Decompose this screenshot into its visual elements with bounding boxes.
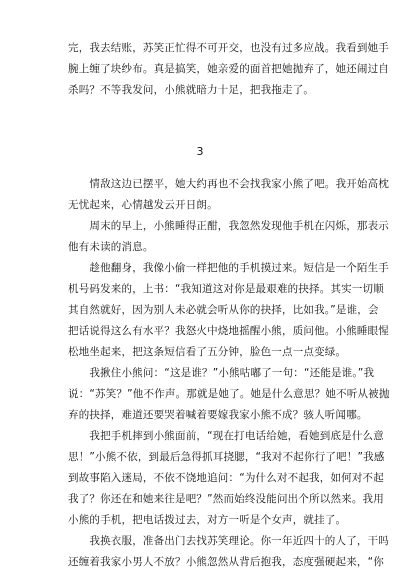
text-line: 他有未读的消息。 (68, 241, 154, 253)
text-line: 小熊的手机，把电话拨过去，对方一听是个女声，就挂了。 (68, 514, 347, 526)
chapter-body (68, 174, 390, 573)
text-line: 弃的抉择，难道还要哭着喊着要嫁我家小熊不成？骇人听闻哪。 (68, 409, 368, 421)
text-line: 还缠着我家小男人不放？小熊忽然从背后抱我，态度强硬起来，“你 (68, 556, 384, 568)
text-line: 我了？你还在和她来往是吧？”然而始终没能问出个所以然来。我用 (68, 493, 384, 505)
text-line: 到故事陷入迷局，不依不饶地追问：“为什么对不起我，如何对不起 (68, 472, 384, 484)
top-paragraph (68, 38, 389, 101)
text-line: 思！”小熊不依，到最后急得抓耳挠腮，“我对不起你行了吧！”我感 (68, 451, 385, 463)
text-line: 无忧起来，心情越发云开日朗。 (68, 199, 218, 211)
text-line: 我把手机摔到小熊面前，“现在打电话给她，看她到底是什么意 (68, 430, 384, 442)
text-line: 说：“苏笑？”他不作声。那就是她了。她是什么意思？她不听从被抛 (68, 388, 390, 400)
text-line: 把话说得这么有水平？我怒火中烧地摇醒小熊，质问他。小熊睡眼惺 (68, 325, 389, 337)
text-line: 腕上缠了块纱布。真是搞笑，她亲爱的面首把她抛弃了，她还闹过自 (68, 63, 389, 75)
text-line: 我揪住小熊问：“这是谁？”小熊咕嘟了一句：“还能是谁。”我 (68, 367, 375, 379)
text-line: 松地坐起来，把这条短信看了五分钟，脸色一点一点变绿。 (68, 346, 347, 358)
text-line: 情敌这边已摆平，她大约再也不会找我家小熊了吧。我开始高枕 (68, 178, 389, 190)
text-line: 杀吗？不等我发问，小熊就暗力十足，把我拖走了。 (68, 84, 315, 96)
text-line: 其自然就好，因为别人未必就会听从你的抉择，比如我。”是谁，会 (68, 304, 379, 316)
text-line: 趁他翻身，我像小偷一样把他的手机摸过来。短信是一个陌生手 (68, 262, 389, 274)
text-line: 完，我去结账，苏笑正忙得不可开交，也没有过多应战。我看到她手 (68, 42, 389, 54)
text-line: 周末的早上，小熊睡得正酣，我忽然发现他手机在闪烁，那表示 (68, 220, 389, 232)
chapter-number: 3 (196, 145, 204, 158)
text-line: 机号码发来的，上书：“我知道这对你是最艰难的抉择。其实一切顺 (68, 283, 384, 295)
text-line: 我换衣服，准备出门去找苏笑理论。你一年近四十的人了，干吗 (68, 535, 389, 547)
